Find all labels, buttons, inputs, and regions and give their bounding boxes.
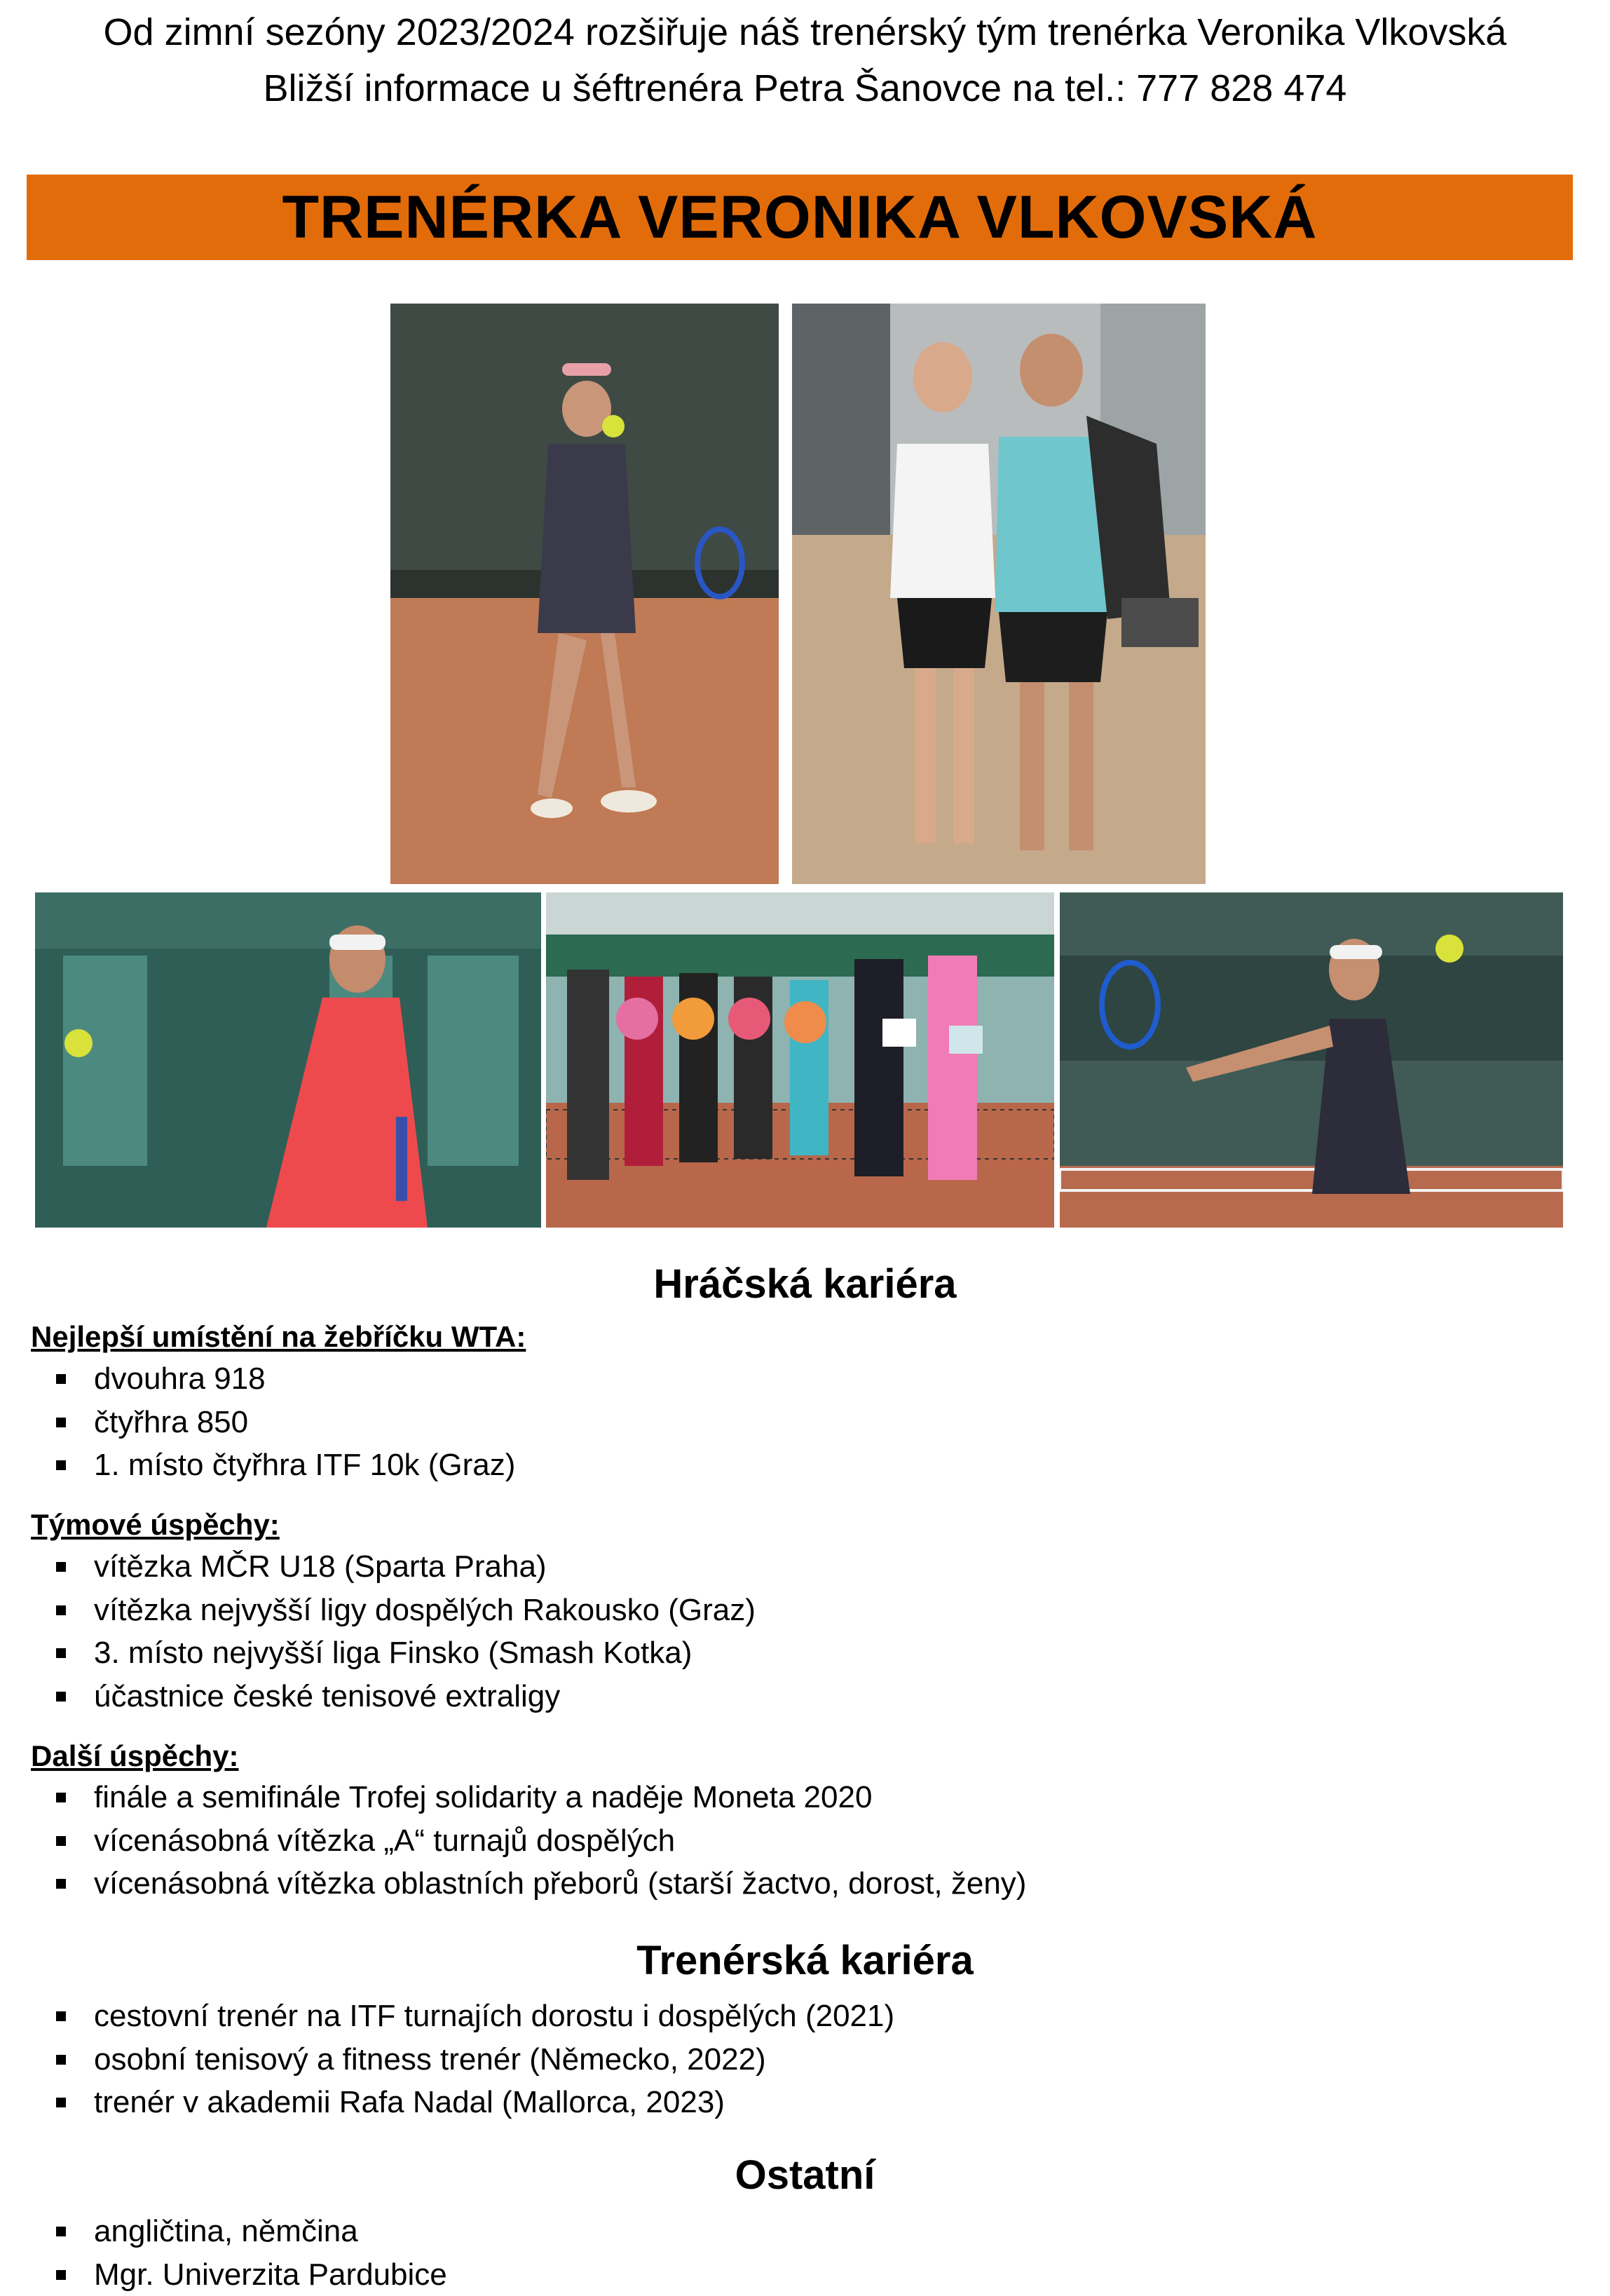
team-success-list bbox=[0, 1545, 756, 1718]
intro-line-2: Bližší informace u šéftrenéra Petra Šanovce na tel.: 777 828 474 bbox=[0, 66, 1610, 111]
list-item: Mgr. Univerzita Pardubice bbox=[0, 2253, 447, 2296]
backhand-red-dress-photo bbox=[35, 892, 541, 1228]
list-item: 3. místo nejvyšší liga Finsko (Smash Kotka) bbox=[0, 1631, 756, 1675]
list-item: 1. místo čtyřhra ITF 10k (Graz) bbox=[0, 1444, 515, 1487]
title-banner bbox=[27, 175, 1573, 260]
forehand-court-photo bbox=[1060, 892, 1563, 1228]
misc-list bbox=[0, 2210, 447, 2296]
forehand-on-clay-photo bbox=[390, 304, 779, 884]
list-item: finále a semifinále Trofej solidarity a naděje Moneta 2020 bbox=[0, 1776, 1026, 1819]
team-success-label: Týmové úspěchy: bbox=[31, 1507, 280, 1542]
intro-line-1: Od zimní sezóny 2023/2024 rozšiřuje náš trenérský tým trenérka Veronika Vlkovská bbox=[0, 10, 1610, 55]
list-item: vícenásobná vítězka oblastních přeborů (starší žactvo, dorost, ženy) bbox=[0, 1862, 1026, 1906]
award-ceremony-photo bbox=[546, 892, 1054, 1228]
other-success-label: Další úspěchy: bbox=[31, 1739, 238, 1774]
list-item: čtyřhra 850 bbox=[0, 1401, 515, 1444]
list-item: trenér v akademii Rafa Nadal (Mallorca, 2023) bbox=[0, 2081, 894, 2124]
list-item: osobní tenisový a fitness trenér (Německo, 2022) bbox=[0, 2038, 894, 2081]
other-success-list bbox=[0, 1776, 1026, 1906]
player-career-heading: Hráčská kariéra bbox=[0, 1260, 1610, 1309]
misc-heading: Ostatní bbox=[0, 2151, 1610, 2200]
list-item: vícenásobná vítězka „A“ turnajů dospělých bbox=[0, 1819, 1026, 1863]
coach-career-heading: Trenérská kariéra bbox=[0, 1936, 1610, 1985]
list-item: vítězka MČR U18 (Sparta Praha) bbox=[0, 1545, 756, 1589]
list-item: cestovní trenér na ITF turnajích dorostu i dospělých (2021) bbox=[0, 1995, 894, 2038]
list-item: vítězka nejvyšší ligy dospělých Rakousko (Graz) bbox=[0, 1589, 756, 1632]
list-item: účastnice české tenisové extraligy bbox=[0, 1675, 756, 1718]
coach-career-list bbox=[0, 1995, 894, 2124]
list-item: angličtina, němčina bbox=[0, 2210, 447, 2253]
wta-ranking-list bbox=[0, 1357, 515, 1487]
list-item: dvouhra 918 bbox=[0, 1357, 515, 1401]
wta-ranking-label: Nejlepší umístění na žebříčku WTA: bbox=[31, 1319, 526, 1354]
posing-with-player-photo bbox=[792, 304, 1206, 884]
page-title: TRENÉRKA VERONIKA VLKOVSKÁ bbox=[282, 183, 1318, 252]
